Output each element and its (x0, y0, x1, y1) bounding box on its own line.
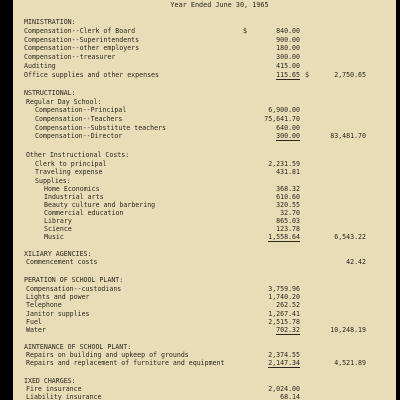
ledger-row (13, 106, 396, 115)
row-label: Fire insurance (26, 385, 82, 393)
row-label: Library (44, 217, 72, 225)
row-label: Fuel (26, 318, 42, 326)
row-label: Compensation--Substitute teachers (35, 124, 167, 132)
section-total: 6,543.22 (334, 233, 366, 241)
item-amount: 68.14 (280, 393, 300, 400)
row-label: Compensation--Clerk of Board (24, 27, 136, 35)
item-amount: 865.03 (276, 217, 300, 225)
item-amount: 115.65 (276, 71, 300, 79)
row-label: IXED CHARGES: (24, 377, 76, 385)
item-amount: 610.60 (276, 193, 300, 201)
page-subtitle: Year Ended June 30, 1965 (170, 1, 269, 9)
row-label: Compensation--Principal (35, 106, 127, 114)
ledger-row (13, 18, 396, 27)
row-label: Other Instructional Costs: (26, 151, 130, 159)
item-amount: 2,515.78 (268, 318, 300, 326)
row-label: NSTRUCTIONAL: (24, 89, 76, 97)
row-label: Repairs on building and upkeep of grounds (26, 351, 189, 359)
row-label: Regular Day School: (26, 98, 102, 106)
ledger-row (13, 27, 396, 36)
row-label: Music (44, 233, 64, 241)
item-amount: 431.81 (276, 168, 300, 176)
dollar-sign: $ (243, 27, 247, 35)
item-amount: 900.00 (276, 36, 300, 44)
item-amount: 702.32 (276, 326, 300, 334)
row-label: Compensation--Teachers (35, 115, 123, 123)
item-amount: 300.00 (276, 53, 300, 61)
row-label: Compensation--Director (35, 132, 123, 140)
ledger-row (13, 276, 396, 285)
row-label: Home Economics (44, 185, 100, 193)
row-label: Office supplies and other expenses (24, 71, 159, 79)
section-total: 4,521.89 (334, 359, 366, 367)
row-label: Compensation--Superintendents (24, 36, 140, 44)
item-amount: 368.32 (276, 185, 300, 193)
section-total: 83,481.70 (330, 132, 366, 140)
row-label: Traveling expense (35, 168, 103, 176)
row-label: Compensation--other employers (24, 44, 140, 52)
dollar-sign: $ (305, 71, 309, 79)
ledger-row (13, 132, 396, 141)
item-amount: 415.00 (276, 62, 300, 70)
item-amount: 32.70 (280, 209, 300, 217)
section-total: 10,248.19 (330, 326, 366, 334)
row-label: Telephone (26, 301, 62, 309)
item-amount: 320.55 (276, 201, 300, 209)
ledger-row (13, 326, 396, 335)
ledger-row (13, 233, 396, 242)
item-amount: 840.00 (276, 27, 300, 35)
row-label: Commercial education (44, 209, 124, 217)
row-label: PERATION OF SCHOOL PLANT: (24, 276, 124, 284)
item-amount: 300.00 (276, 132, 300, 140)
ledger-row (13, 151, 396, 160)
section-total: 2,750.65 (334, 71, 366, 79)
ledger-row (13, 44, 396, 53)
item-amount: 2,147.34 (268, 359, 300, 367)
row-label: Compensation--custodians (26, 285, 122, 293)
item-amount: 2,374.55 (268, 351, 300, 359)
item-amount: 1,267.41 (268, 310, 300, 318)
row-label: Janitor supplies (26, 310, 90, 318)
row-label: MINISTRATION: (24, 18, 76, 26)
row-label: XILIARY AGENCIES: (24, 250, 92, 258)
ledger-row (13, 168, 396, 177)
item-amount: 123.78 (276, 225, 300, 233)
row-label: AINTENANCE OF SCHOOL PLANT: (24, 343, 132, 351)
item-amount: 2,024.00 (268, 385, 300, 393)
row-label: Science (44, 225, 72, 233)
row-label: Liability insurance (26, 393, 102, 400)
row-label: Supplies: (35, 177, 71, 185)
row-label: Compensation--treasurer (24, 53, 116, 61)
row-label: Industrial arts (44, 193, 104, 201)
ledger-row (13, 71, 396, 80)
item-amount: 6,900.00 (268, 106, 300, 114)
ledger-row (13, 359, 396, 368)
ledger-row (13, 258, 396, 267)
ledger-row (13, 301, 396, 310)
item-amount: 640.00 (276, 124, 300, 132)
row-label: Repairs and replacement of furniture and equipment (26, 359, 225, 367)
ledger-row (13, 115, 396, 124)
item-amount: 180.00 (276, 44, 300, 52)
row-label: Lights and power (26, 293, 90, 301)
section-total: 42.42 (346, 258, 366, 266)
ledger-row (13, 53, 396, 62)
ledger-row (13, 89, 396, 98)
item-amount: 75,641.70 (264, 115, 300, 123)
ledger-row (13, 393, 396, 400)
row-label: Auditing (24, 62, 56, 70)
item-amount: 3,759.96 (268, 285, 300, 293)
item-amount: 1,740.20 (268, 293, 300, 301)
item-amount: 2,231.59 (268, 160, 300, 168)
row-label: Clerk to principal (35, 160, 107, 168)
item-amount: 1,558.64 (268, 233, 300, 241)
row-label: Commencement costs (26, 258, 98, 266)
ledger-page (13, 0, 396, 400)
row-label: Water (26, 326, 46, 334)
row-label: Beauty culture and barbering (44, 201, 156, 209)
ledger-row (13, 62, 396, 71)
item-amount: 262.52 (276, 301, 300, 309)
